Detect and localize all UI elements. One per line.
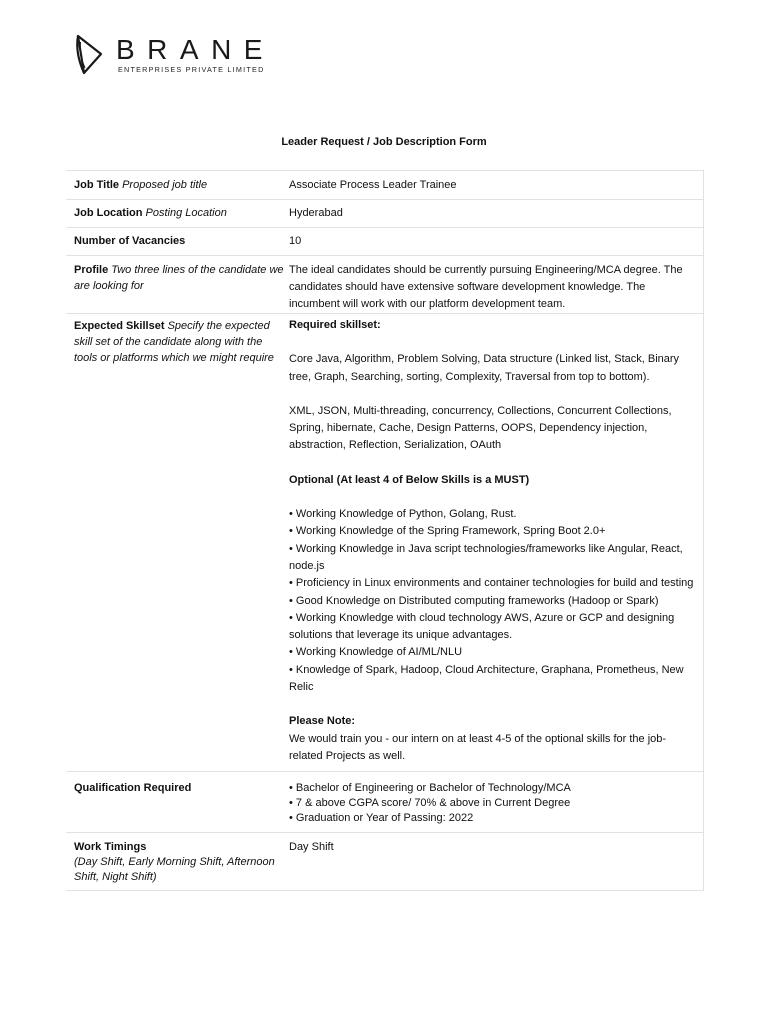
company-logo <box>72 33 275 77</box>
optional-skill-item: • Proficiency in Linux environments and container technologies for build and testing <box>289 577 694 590</box>
work-timings-label-cell <box>66 833 289 891</box>
qualification-label: Qualification Required <box>74 782 192 795</box>
row-job-title <box>66 171 704 200</box>
skillset-value <box>289 314 704 772</box>
row-skillset <box>66 314 704 772</box>
logo-subtitle: ENTERPRISES PRIVATE LIMITED <box>118 65 265 74</box>
optional-skill-item: • Working Knowledge with cloud technology AWS, Azure or GCP and designing solutions that leverage its unique advantages. <box>289 611 675 642</box>
optional-skills-heading: Optional (At least 4 of Below Skills is a MUST) <box>289 473 530 486</box>
qualification-item: • 7 & above CGPA score/ 70% & above in Current Degree <box>289 797 571 810</box>
row-work-timings <box>66 833 704 891</box>
profile-line: candidates should have extensive software development knowledge. The incumbent will work with our platform development team. <box>289 281 646 310</box>
job-title-label: Job Title <box>74 179 120 191</box>
required-skills-frameworks: XML, JSON, Multi-threading, concurrency, Collections, Concurrent Collections, Spring, hibernate, Cache, Design Patterns, OOPS, Dependency injection, abstraction, Reflection, Serialization, OAuth <box>289 404 672 452</box>
row-qualification <box>66 772 704 833</box>
optional-skill-item: • Working Knowledge of Python, Golang, Rust. <box>289 508 517 521</box>
please-note-text: We would train you - our intern on at least 4-5 of the optional skills for the job-related Projects as well. <box>289 732 667 762</box>
profile-label: Profile <box>74 264 109 276</box>
profile-line: The ideal candidates should be currently pursuing Engineering/MCA degree. The <box>289 264 683 276</box>
job-description-table <box>66 170 704 891</box>
job-title-hint: Proposed job title <box>122 179 208 191</box>
logo-wordmark: BRANE <box>116 34 275 65</box>
profile-label-cell <box>66 256 289 314</box>
qualification-label-cell <box>66 772 289 833</box>
job-location-value: Hyderabad <box>289 200 704 228</box>
row-vacancies <box>66 228 704 256</box>
optional-skill-item: • Knowledge of Spark, Hadoop, Cloud Architecture, Graphana, Prometheus, New Relic <box>289 663 684 694</box>
qualification-item: • Graduation or Year of Passing: 2022 <box>289 812 474 825</box>
vacancies-label-cell <box>66 228 289 256</box>
job-location-hint: Posting Location <box>145 207 227 219</box>
optional-skill-item: • Good Knowledge on Distributed computing frameworks (Hadoop or Spark) <box>289 594 659 607</box>
job-title-value: Associate Process Leader Trainee <box>289 171 704 200</box>
work-timings-hint: (Day Shift, Early Morning Shift, Afternoon Shift, Night Shift) <box>74 856 275 884</box>
required-skills-core: Core Java, Algorithm, Problem Solving, Data structure (Linked list, Stack, Binary tree, Graph, Searching, sorting, Complexity, Traversal from top to bottom). <box>289 353 680 383</box>
skillset-label-cell <box>66 314 289 772</box>
job-location-label: Job Location <box>74 207 143 219</box>
job-title-label-cell <box>66 171 289 200</box>
profile-hint: Two three lines of the candidate we are looking for <box>74 264 284 292</box>
row-job-location <box>66 200 704 228</box>
optional-skill-item: • Working Knowledge of AI/ML/NLU <box>289 646 463 659</box>
vacancies-label: Number of Vacancies <box>74 235 186 247</box>
row-profile <box>66 256 704 314</box>
please-note-heading: Please Note: <box>289 715 356 728</box>
profile-value <box>289 256 704 314</box>
skillset-label: Expected Skillset <box>74 320 165 332</box>
work-timings-value: Day Shift <box>289 833 704 891</box>
work-timings-label: Work Timings <box>74 841 147 854</box>
job-location-label-cell <box>66 200 289 228</box>
form-title: Leader Request / Job Description Form <box>281 136 487 148</box>
required-skillset-heading: Required skillset: <box>289 319 381 331</box>
optional-skill-item: • Working Knowledge in Java script technologies/frameworks like Angular, React, node.js <box>289 542 683 572</box>
qualification-item: • Bachelor of Engineering or Bachelor of Technology/MCA <box>289 782 571 795</box>
vacancies-value: 10 <box>289 228 704 256</box>
qualification-value <box>289 772 704 833</box>
brane-logo-icon <box>72 33 106 77</box>
optional-skill-item: • Working Knowledge of the Spring Framework, Spring Boot 2.0+ <box>289 525 606 538</box>
skillset-hint: Specify the expected skill set of the candidate along with the tools or platforms which we might require <box>74 320 274 364</box>
